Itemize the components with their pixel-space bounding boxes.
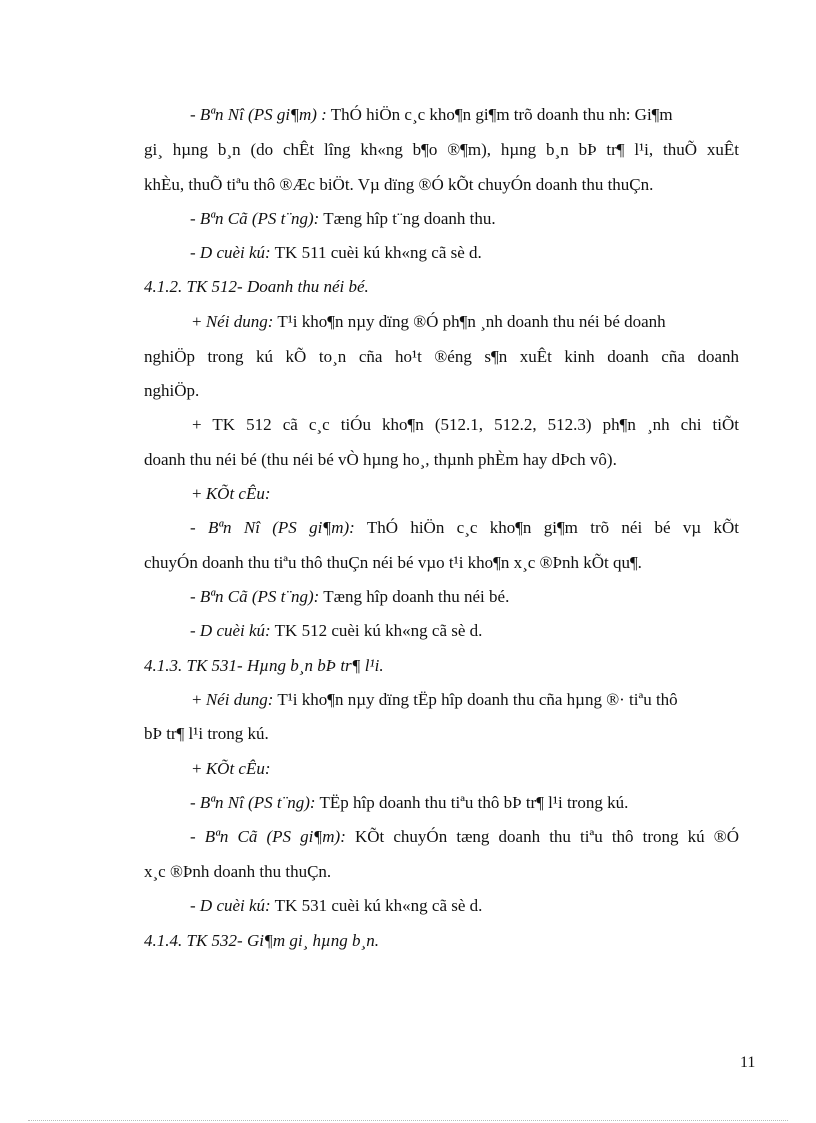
- paragraph-line: - Bªn Cã (PS gi¶m): KÕt chuyÓn tæng doanh thu tiªu thô trong kú ®Ó: [190, 827, 739, 846]
- paragraph-line: khÈu, thuÕ tiªu thô ®Æc biÖt. Vµ dïng ®Ó kÕt chuyÓn doanh thu thuÇn.: [144, 175, 654, 194]
- paragraph-line: - Bªn Cã (PS t¨ng): Tæng hîp t¨ng doanh thu.: [190, 209, 496, 228]
- term-label: Bªn Nî (PS gi¶m):: [207, 518, 355, 537]
- paragraph-line: nghiÖp trong kú kÕ to¸n cña ho¹t ®éng s¶n xuÊt kinh doanh cña doanh: [144, 347, 739, 366]
- paragraph-line: doanh thu néi bé (thu néi bé vÒ hµng ho¸, thµnh phÈm hay dÞch vô).: [144, 450, 617, 469]
- page-number: 11: [740, 1054, 756, 1071]
- paragraph-line: + Néi dung: T¹i kho¶n nµy dïng ®Ó ph¶n ¸nh doanh thu néi bé doanh: [192, 312, 666, 331]
- term-label: D cuèi kú:: [199, 243, 271, 262]
- paragraph-line: - Bªn Cã (PS t¨ng): Tæng hîp doanh thu néi bé.: [190, 587, 510, 606]
- term-label: KÕt cÊu:: [205, 759, 271, 778]
- section-heading: 4.1.2. TK 512- Doanh thu néi bé.: [144, 277, 369, 296]
- paragraph-line: + KÕt cÊu:: [192, 759, 271, 778]
- term-label: Bªn Nî (PS gi¶m) :: [199, 105, 327, 124]
- paragraph-line: + Néi dung: T¹i kho¶n nµy dïng tËp hîp doanh thu cña hµng ®· tiªu thô: [192, 690, 678, 709]
- term-label: D cuèi kú:: [199, 896, 271, 915]
- term-label: Bªn Cã (PS t¨ng):: [199, 587, 320, 606]
- paragraph-line: - Bªn Nî (PS gi¶m) : ThÓ hiÖn c¸c kho¶n gi¶m trõ doanh thu nh: Gi¶m: [190, 105, 673, 124]
- term-label: Néi dung:: [205, 312, 274, 331]
- section-heading: 4.1.4. TK 532- Gi¶m gi¸ hµng b¸n.: [144, 931, 379, 950]
- paragraph-line: - D cuèi kú: TK 511 cuèi kú kh«ng cã sè d.: [190, 243, 482, 262]
- paragraph-line: + TK 512 cã c¸c tiÓu kho¶n (512.1, 512.2, 512.3) ph¶n ¸nh chi tiÕt: [192, 415, 739, 434]
- paragraph-line: - D cuèi kú: TK 531 cuèi kú kh«ng cã sè d.: [190, 896, 483, 915]
- paragraph-line: bÞ tr¶ l¹i trong kú.: [144, 724, 269, 743]
- footer-divider: [28, 1120, 788, 1121]
- term-label: Néi dung:: [205, 690, 274, 709]
- paragraph-line: gi¸ hµng b¸n (do chÊt lîng kh«ng b¶o ®¶m), hµng b¸n bÞ tr¶ l¹i, thuÕ xuÊt: [144, 140, 739, 159]
- paragraph-line: + KÕt cÊu:: [192, 484, 271, 503]
- paragraph-line: - Bªn Nî (PS gi¶m): ThÓ hiÖn c¸c kho¶n gi¶m trõ néi bé vµ kÕt: [190, 518, 739, 537]
- paragraph-line: nghiÖp.: [144, 381, 200, 400]
- term-label: Bªn Cã (PS t¨ng):: [199, 209, 320, 228]
- section-heading: 4.1.3. TK 531- Hµng b¸n bÞ tr¶ l¹i.: [144, 656, 384, 675]
- term-label: Bªn Cã (PS gi¶m):: [204, 827, 346, 846]
- term-label: Bªn Nî (PS t¨ng):: [199, 793, 316, 812]
- paragraph-line: chuyÓn doanh thu tiªu thô thuÇn néi bé vµo t¹i kho¶n x¸c ®Þnh kÕt qu¶.: [144, 553, 642, 572]
- term-label: KÕt cÊu:: [205, 484, 271, 503]
- paragraph-line: - D cuèi kú: TK 512 cuèi kú kh«ng cã sè d.: [190, 621, 483, 640]
- paragraph-line: x¸c ®Þnh doanh thu thuÇn.: [144, 862, 332, 881]
- paragraph-line: - Bªn Nî (PS t¨ng): TËp hîp doanh thu tiªu thô bÞ tr¶ l¹i trong kú.: [190, 793, 629, 812]
- term-label: D cuèi kú:: [199, 621, 271, 640]
